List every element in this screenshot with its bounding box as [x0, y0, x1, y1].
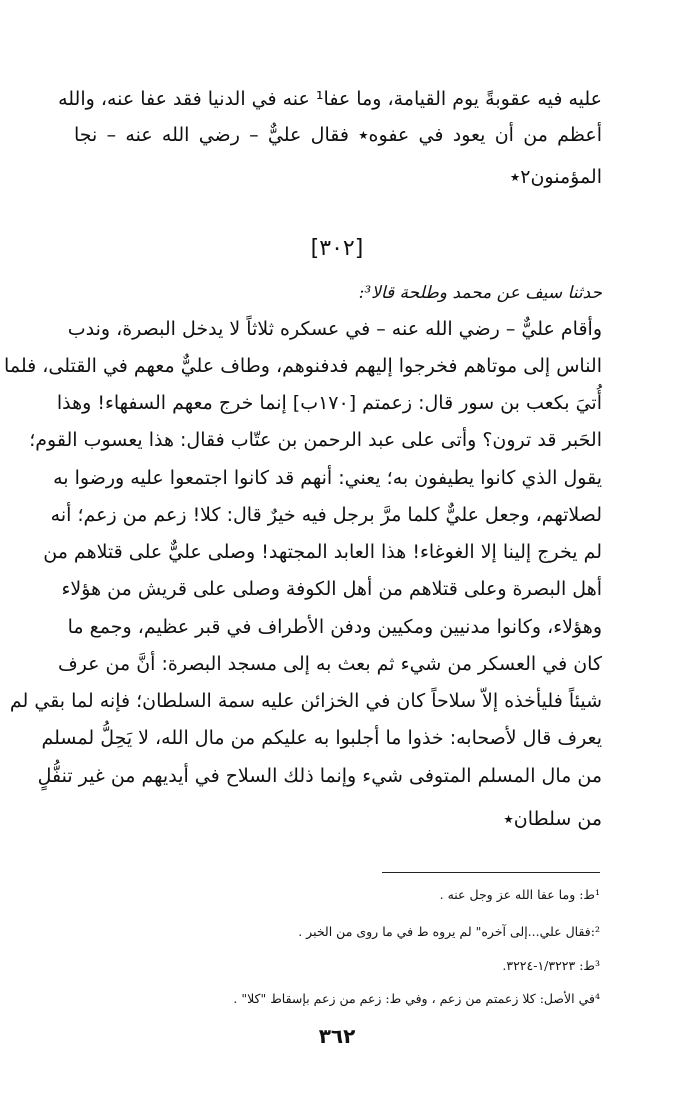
isnad-line: حدثنا سيف عن محمد وطلحة قالا³:: [358, 283, 602, 303]
text-line: وأقام عليٌّ – رضي الله عنه – في عسكره ثلاثاً لا يدخل البصرة، وندب: [67, 318, 602, 340]
text-line: لصلاتهم، وجعل عليٌّ كلما مرَّ برجل فيه خيرٌ قال: كلا! زعم من زعم؛ أنه: [50, 504, 602, 526]
footnote: ²:فقال علي...إلى آخره" لم يروه ط في ما روى من الخبر .: [298, 924, 600, 939]
section-number: [٣٠٢]: [310, 236, 364, 261]
text-line: المؤمنون٢٭: [509, 166, 602, 188]
text-line: أعظم من أن يعود في عفوه٭ فقال عليٌّ – رضي الله عنه – نجا: [74, 124, 602, 146]
text-line: شيئاً فليأخذه إلاّ سلاحاً كان في الخزائن عليه سمة السلطان؛ فإنه لما بقي لم: [9, 690, 602, 712]
footnote: ⁴في الأصل: كلا زعمتم من زعم ، وفي ط: زعم من زعم بإسقاط "كلا" .: [233, 991, 600, 1006]
text-line: من مال المسلم المتوفى شيء وإنما ذلك السلاح في أيديهم من غير تنفُّلٍ: [37, 765, 602, 787]
text-line: كان في العسكر من شيء ثم بعث به إلى مسجد البصرة: أنَّ من عرف: [57, 653, 602, 675]
text-line: يعرف قال لأصحابه: خذوا ما أجلبوا به عليكم من مال الله، لا يَحِلُّ لمسلم: [41, 727, 602, 749]
footnote: ¹ط: وما عفا الله عز وجل عنه .: [439, 887, 600, 902]
text-line: يقول الذي كانوا يطيفون به؛ يعني: أنهم قد كانوا اجتمعوا عليه ورضوا به: [53, 467, 602, 489]
text-line: لم يخرج إلينا إلا الغوغاء! هذا العابد المجتهد! وصلى عليٌّ على قتلاهم من: [43, 541, 602, 563]
text-line: عليه فيه عقوبةً يوم القيامة، وما عفا¹ عنه في الدنيا فقد عفا عنه، والله: [58, 88, 602, 110]
footnote-separator: [382, 872, 600, 873]
text-line: الحَبر قد ترون؟ وأتى على عبد الرحمن بن عتّاب فقال: هذا يعسوب القوم؛: [29, 429, 602, 451]
text-line: من سلطان٭: [503, 808, 602, 830]
footnote: ³ط: ١/٣٢٢٣-٣٢٢٤.: [502, 958, 600, 973]
text-line: أهل البصرة وعلى قتلاهم من أهل الكوفة وصلى على قريش من هؤلاء: [61, 578, 602, 600]
text-line: الناس إلى موتاهم فخرجوا إليهم فدفنوهم، وطاف عليٌّ معهم في القتلى، فلما: [4, 355, 602, 377]
page-number: ٣٦٢: [318, 1024, 356, 1048]
text-line: أُتيَ بكعب بن سور قال: زعمتم [١٧٠ب] إنما خرج معهم السفهاء! وهذا: [56, 392, 602, 414]
text-line: وهؤلاء، وكانوا مدنيين ومكيين ودفن الأطراف في قبر عظيم، وجمع ما: [67, 616, 602, 638]
